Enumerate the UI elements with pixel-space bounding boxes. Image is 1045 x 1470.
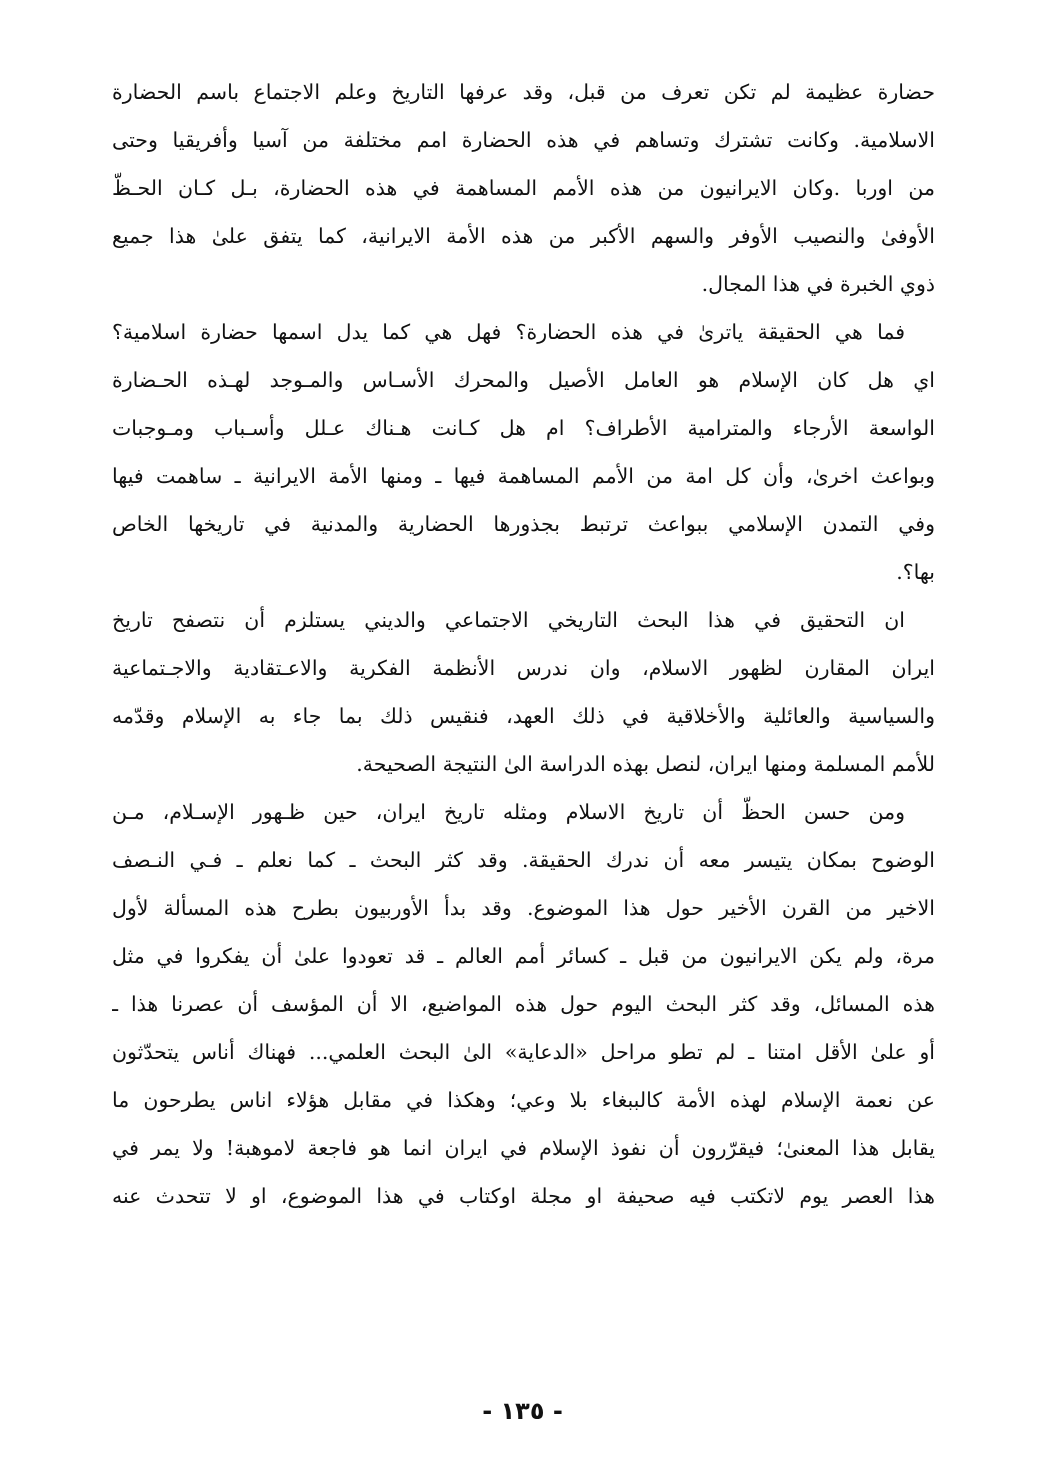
text-line: ذوي الخبرة في هذا المجال.: [701, 272, 935, 296]
text-line: اي هل كان الإسلام هو العامل الأصيل والمحرك الأسـاس والمـوجد لهـذه الحـضارة: [112, 368, 935, 392]
text-line: بها؟.: [896, 560, 935, 584]
text-line: عن نعمة الإسلام لهذه الأمة كالببغاء بلا وعي؛ وهكذا في مقابل هؤلاء اناس يطرحون ما: [112, 1088, 935, 1112]
text-line: وفي التمدن الإسلامي ببواعث ترتبط بجذورها الحضارية والمدنية في تاريخها الخاص: [112, 512, 935, 536]
text-line: والسياسية والعائلية والأخلاقية في ذلك العهد، فنقيس ذلك بما جاء به الإسلام وقدّمه: [112, 704, 935, 728]
text-line: هذا العصر يوم لاتكتب فيه صحيفة او مجلة اوكتاب في هذا الموضوع، او لا تتحدث عنه: [112, 1184, 935, 1208]
text-line: الواسعة الأرجاء والمترامية الأطراف؟ ام هل كـانت هـناك عـلل وأسـباب ومـوجبات: [112, 416, 935, 440]
text-line: للأمم المسلمة ومنها ايران، لنصل بهذه الدراسة الىٰ النتيجة الصحيحة.: [356, 752, 935, 776]
text-line: من اوربا .وكان الايرانيون من هذه الأمم المساهمة في هذه الحضارة، بـل كـان الحـظّ: [112, 176, 935, 200]
text-line: الوضوح بمكان يتيسر معه أن ندرك الحقيقة. وقد كثر البحث ـ كما نعلم ـ فـي النـصف: [112, 848, 935, 872]
text-line: الاسلامية. وكانت تشترك وتساهم في هذه الحضارة امم مختلفة من آسيا وأفريقيا وحتى: [112, 128, 935, 152]
text-line: أو علىٰ الأقل امتنا ـ لم تطو مراحل «الدعاية» الىٰ البحث العلمي... فهناك أناس يتحدّثون: [112, 1040, 935, 1064]
text-line: ايران المقارن لظهور الاسلام، وان ندرس الأنظمة الفكرية والاعـتقادية والاجـتماعية: [112, 656, 935, 680]
text-line: مرة، ولم يكن الايرانيون من قبل ـ كسائر أمم العالم ـ قد تعودوا علىٰ أن يفكروا في مثل: [112, 944, 935, 968]
text-line: ان التحقيق في هذا البحث التاريخي الاجتماعي والديني يستلزم أن نتصفح تاريخ: [112, 608, 905, 632]
text-line: الأوفىٰ والنصيب الأوفر والسهم الأكبر من هذه الأمة الايرانية، كما يتفق علىٰ هذا جميع: [112, 224, 935, 248]
text-line: الاخير من القرن الأخير حول هذا الموضوع. وقد بدأ الأوربيون بطرح هذه المسألة لأول: [112, 896, 935, 920]
text-line: وبواعث اخرىٰ، وأن كل امة من الأمم المساهمة فيها ـ ومنها الأمة الايرانية ـ ساهمت فيها: [112, 464, 935, 488]
body-text: [112, 68, 935, 1220]
text-line: حضارة عظيمة لم تكن تعرف من قبل، وقد عرفها التاريخ وعلم الاجتماع باسم الحضارة: [112, 80, 935, 104]
text-line: ومن حسن الحظّ أن تاريخ الاسلام ومثله تاريخ ايران، حين ظـهور الإسـلام، مـن: [112, 800, 905, 824]
page-number: - ١٣٥ -: [482, 1397, 563, 1425]
text-line: يقابل هذا المعنىٰ؛ فيقرّرون أن نفوذ الإسلام في ايران انما هو فاجعة لاموهبة! ولا يمر في: [112, 1136, 935, 1160]
text-line: فما هي الحقيقة ياترىٰ في هذه الحضارة؟ فهل هي كما يدل اسمها حضارة اسلامية؟: [112, 320, 905, 344]
text-line: هذه المسائل، وقد كثر البحث اليوم حول هذه المواضيع، الا أن المؤسف أن عصرنا هذا ـ: [112, 992, 935, 1016]
